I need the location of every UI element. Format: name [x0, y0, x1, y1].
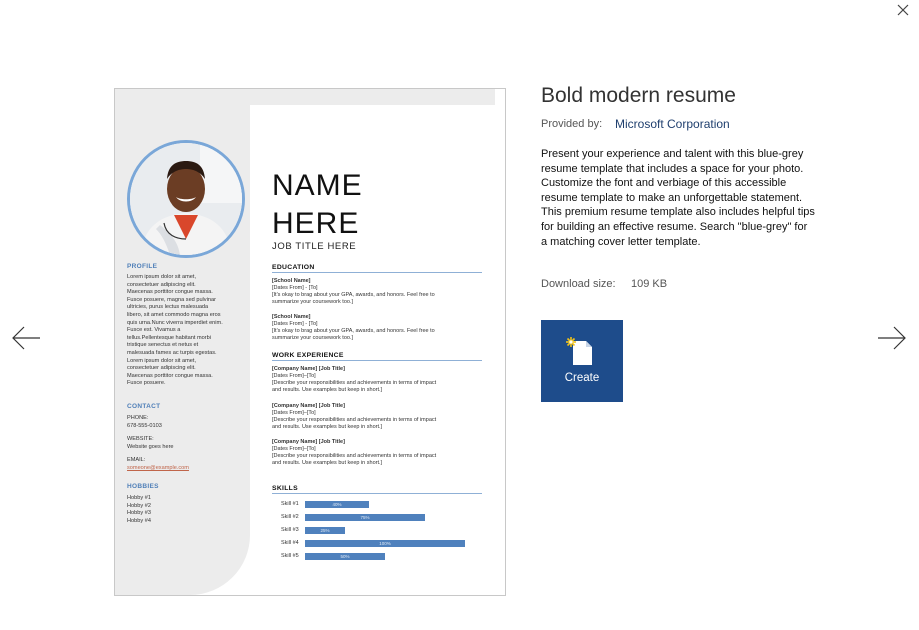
skill-bar: 40%	[305, 501, 369, 508]
education-heading: EDUCATION	[272, 264, 315, 271]
arrow-left-icon[interactable]	[10, 325, 42, 351]
provided-by-label: Provided by:	[541, 118, 603, 130]
hobbies-heading: HOBBIES	[127, 483, 159, 490]
skill-label: Skill #4	[281, 540, 299, 546]
resume-photo	[127, 140, 245, 258]
skill-bar: 50%	[305, 553, 385, 560]
create-button-label: Create	[564, 372, 600, 384]
skill-bar: 100%	[305, 540, 465, 547]
skill-bar: 75%	[305, 514, 425, 521]
profile-text: Lorem ipsum dolor sit amet, consectetuer adipiscing elit. Maecenas porttitor congue massa. Fusce posuere, magna sed pulvinar ultricies, purus lectus malesuada libero, sit amet commodo magna eros quis urna.Nunc viverra imperdiet enim. Fusce est. Vivamus a tellus.Pellentesque habitant morbi tristique senectus et netus et malesuada fames ac turpis egestas. Lorem ipsum dolor sit amet, consectetuer adipiscing elit. Maecenas porttitor congue massa. Fusce posuere.	[127, 274, 223, 387]
template-title: Bold modern resume	[541, 84, 736, 107]
person-photo-icon	[130, 143, 242, 255]
work-entry: [Company Name] [Job Title] [Dates From]–[To] [Describe your responsibilities and achievements in terms of impact and results. Use examples but keep in short.]	[272, 366, 437, 393]
email-link: someone@example.com	[127, 464, 189, 471]
work-entry: [Company Name] [Job Title] [Dates From]–[To] [Describe your responsibilities and achievements in terms of impact and results. Use examples but keep in short.]	[272, 439, 437, 466]
work-heading: WORK EXPERIENCE	[272, 352, 344, 359]
hobbies-list: Hobby #1 Hobby #2 Hobby #3 Hobby #4	[127, 495, 151, 524]
resume-name: NAME HERE	[272, 169, 363, 240]
download-size-value: 109 KB	[631, 278, 668, 290]
download-size-label: Download size:	[541, 278, 616, 290]
preview-top-band	[250, 89, 495, 105]
create-button[interactable]	[541, 320, 623, 402]
new-document-icon	[565, 336, 597, 368]
contact-heading: CONTACT	[127, 403, 161, 410]
education-rule	[272, 272, 482, 273]
work-rule	[272, 360, 482, 361]
work-entry: [Company Name] [Job Title] [Dates From]–[To] [Describe your responsibilities and achievements in terms of impact and results. Use examples but keep in short.]	[272, 403, 437, 430]
skill-label: Skill #2	[281, 514, 299, 520]
template-preview	[114, 88, 506, 596]
skill-label: Skill #5	[281, 553, 299, 559]
skills-heading: SKILLS	[272, 485, 298, 492]
resume-job-title: JOB TITLE HERE	[272, 241, 357, 252]
provider-name: Microsoft Corporation	[615, 117, 730, 131]
skill-bar: 25%	[305, 527, 345, 534]
template-description: Present your experience and talent with this blue-grey resume template that includes a space for your photo. Customize the font and verbiage of this accessible resume template to make an unforgettable statement. This premium resume template also includes helpful tips for building an effective resume. Search "blue-grey" for a matching cover letter template.	[541, 148, 815, 248]
contact-text: PHONE: 678-555-0103 WEBSITE: Website goes here EMAIL: someone@example.com	[127, 415, 239, 473]
skills-rule	[272, 493, 482, 494]
arrow-right-icon[interactable]	[876, 325, 908, 351]
education-entry: [School Name] [Dates From] - [To] [It's okay to brag about your GPA, awards, and honors. Feel free to summarize your coursework too.]	[272, 314, 435, 341]
profile-heading: PROFILE	[127, 263, 158, 270]
close-icon[interactable]	[895, 2, 911, 18]
education-entry: [School Name] [Dates From] - [To] [It's okay to brag about your GPA, awards, and honors. Feel free to summarize your coursework too.]	[272, 278, 435, 305]
skill-label: Skill #1	[281, 501, 299, 507]
skill-label: Skill #3	[281, 527, 299, 533]
